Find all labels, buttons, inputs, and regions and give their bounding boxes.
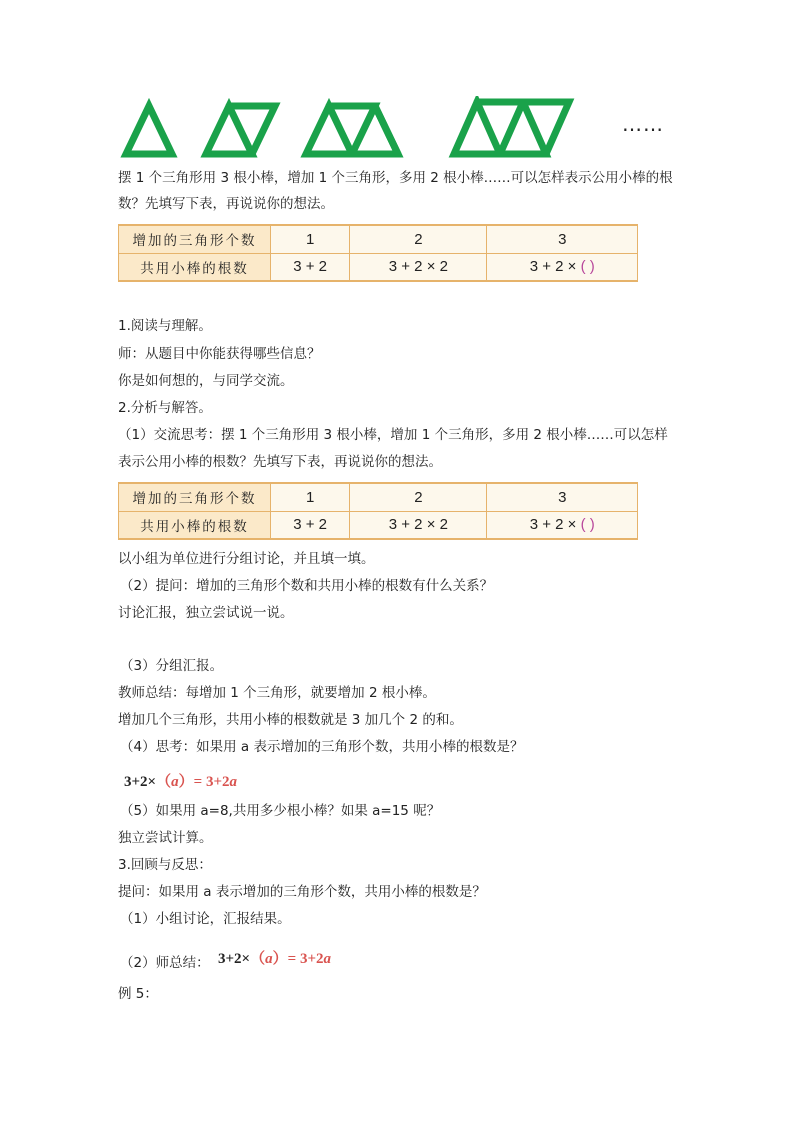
intro-line-1: 摆 1 个三角形用 3 根小棒，增加 1 个三角形，多用 2 根小棒……可以怎样表示公用小棒的根 [118, 170, 673, 186]
section-3-p2: （2）师总结： [120, 955, 210, 971]
section-3-line-1: 提问：如果用 a 表示增加的三角形个数，共用小棒的根数是？ [118, 884, 486, 900]
expr-cell: 3 + 2 [271, 511, 350, 539]
section-3-p1: （1）小组讨论，汇报结果。 [120, 911, 291, 927]
table-row [119, 483, 638, 511]
section-2-p3-line-1: 教师总结：每增加 1 个三角形，就要增加 2 根小棒。 [118, 685, 436, 701]
formula-close-paren: ） [272, 951, 288, 967]
section-2-p2: （2）提问：增加的三角形个数和共用小棒的根数有什么关系？ [120, 578, 494, 594]
section-2-group: 以小组为单位进行分组讨论，并且填一填。 [118, 551, 375, 567]
expr-text: 3 + 2 × [529, 258, 581, 276]
section-2-p1-line-2: 表示公用小棒的根数？先填写下表，再说说你的想法。 [118, 454, 442, 470]
formula-open-paren: （ [156, 774, 172, 790]
formula-result: = 3+2 [193, 774, 230, 790]
section-2-p5-line-2: 独立尝试计算。 [118, 830, 213, 846]
triangle-stick [306, 106, 352, 154]
formula-variable: a [171, 774, 179, 790]
count-cell: 1 [271, 225, 350, 253]
section-2-title: 2.分析与解答。 [118, 400, 212, 416]
expr-cell: 3 + 2 [271, 253, 350, 281]
formula-expression-summary [218, 947, 331, 968]
row-label-triangles: 增加的三角形个数 [119, 225, 271, 253]
formula-expression [124, 770, 237, 791]
section-1-title: 1.阅读与理解。 [118, 318, 212, 334]
formula-close-paren: ） [178, 774, 194, 790]
formula-lhs: 3+2× [124, 774, 157, 790]
section-2-p2-line-2: 讨论汇报，独立尝试说一说。 [118, 605, 294, 621]
ellipsis: …… [622, 112, 664, 136]
matchstick-triangles-figure [118, 96, 688, 162]
table-row [119, 225, 638, 253]
expr-text: 3 + 2 × [529, 516, 581, 534]
row-label-sticks: 共用小棒的根数 [119, 253, 271, 281]
row-label-triangles: 增加的三角形个数 [119, 483, 271, 511]
triangle-stick [206, 106, 252, 154]
section-3-title: 3.回顾与反思： [118, 857, 212, 873]
intro-line-2: 数？先填写下表，再说说你的想法。 [118, 196, 334, 212]
triangle-stick [375, 106, 398, 154]
expr-cell: 3 + 2 × 2 [350, 511, 487, 539]
row-label-sticks: 共用小棒的根数 [119, 511, 271, 539]
answer-blank[interactable]: ( ) [580, 516, 595, 534]
section-1-line-1: 师：从题目中你能获得哪些信息？ [118, 346, 321, 362]
formula-open-paren: （ [250, 951, 266, 967]
example-label: 例 5： [118, 986, 158, 1002]
stick-count-table [118, 224, 638, 282]
formula-lhs: 3+2× [218, 951, 251, 967]
count-cell: 3 [487, 225, 638, 253]
count-cell: 2 [350, 483, 487, 511]
triangle-stick [126, 106, 172, 154]
expr-cell[interactable] [487, 511, 638, 539]
table-row [119, 511, 638, 539]
count-cell: 3 [487, 483, 638, 511]
expr-cell[interactable] [487, 253, 638, 281]
stick-count-table-2 [118, 482, 638, 540]
count-cell: 1 [271, 483, 350, 511]
section-2-p3: （3）分组汇报。 [120, 658, 224, 674]
triangle-stick [454, 102, 500, 154]
formula-result-variable: a [323, 951, 331, 967]
count-cell: 2 [350, 225, 487, 253]
section-2-p1-line-1: （1）交流思考：摆 1 个三角形用 3 根小棒，增加 1 个三角形，多用 2 根小棒……可以怎样 [118, 427, 668, 443]
answer-blank[interactable]: ( ) [580, 258, 595, 276]
section-1-line-2: 你是如何想的，与同学交流。 [118, 373, 294, 389]
table-row [119, 253, 638, 281]
section-2-p3-line-2: 增加几个三角形，共用小棒的根数就是 3 加几个 2 的和。 [118, 712, 463, 728]
section-2-p4: （4）思考：如果用 a 表示增加的三角形个数，共用小棒的根数是？ [120, 739, 524, 755]
formula-variable: a [265, 951, 273, 967]
formula-result: = 3+2 [287, 951, 324, 967]
section-2-p5: （5）如果用 a=8,共用多少根小棒？如果 a=15 呢？ [120, 803, 441, 819]
expr-cell: 3 + 2 × 2 [350, 253, 487, 281]
formula-result-variable: a [229, 774, 237, 790]
